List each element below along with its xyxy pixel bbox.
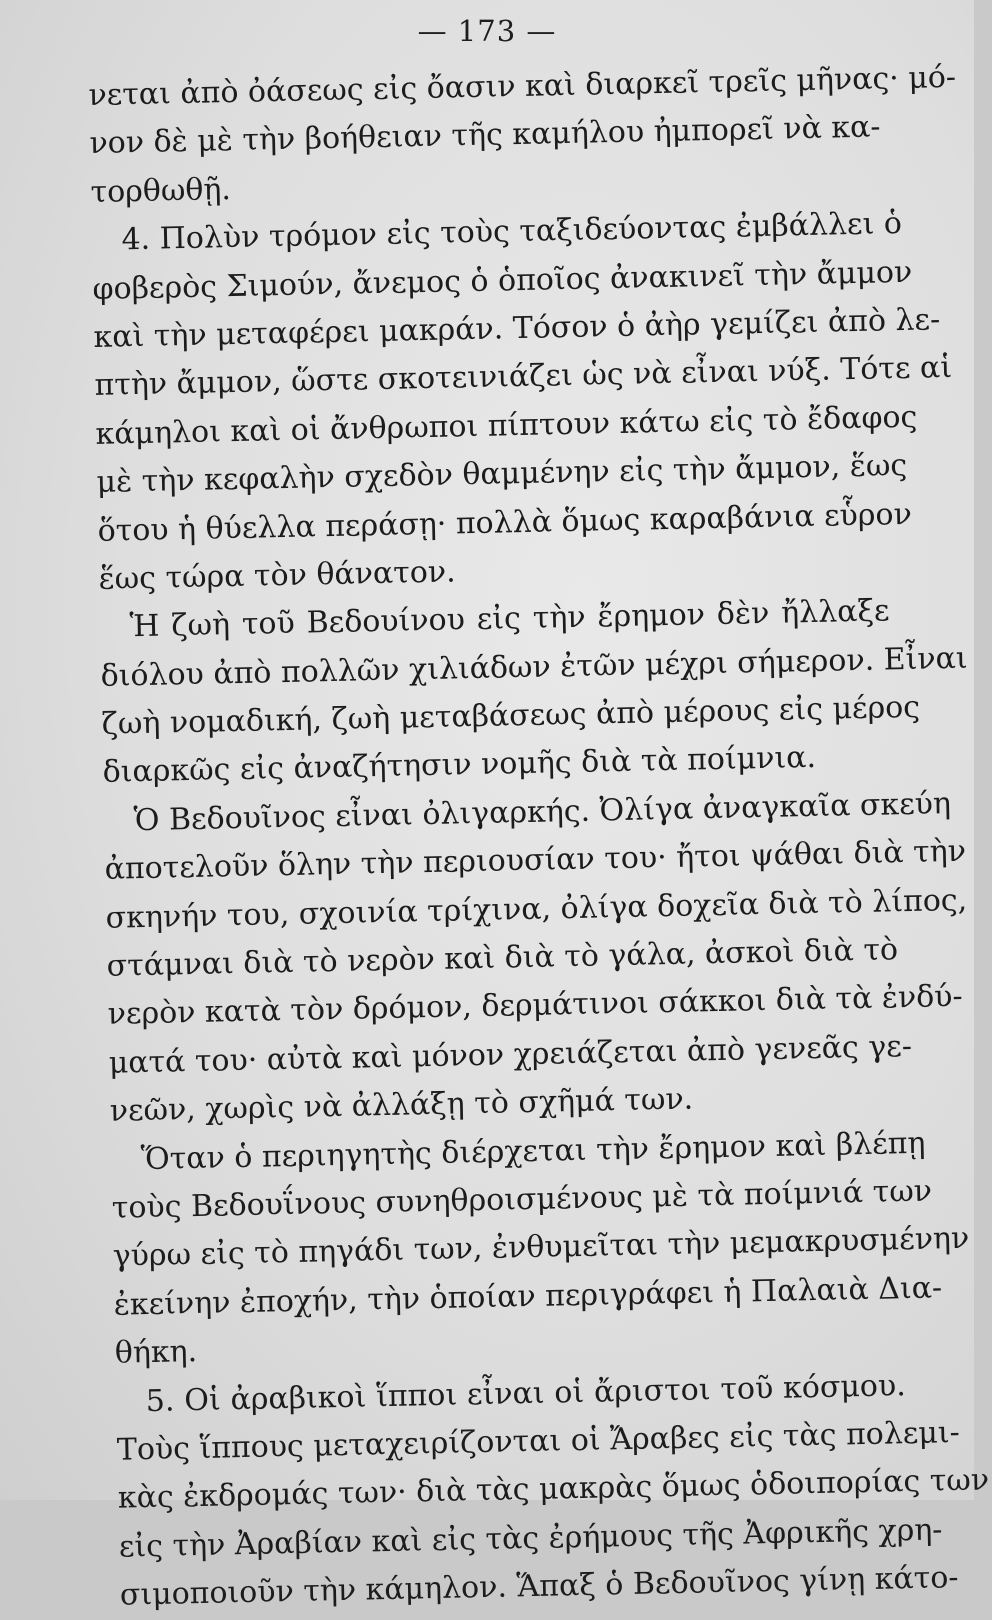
- text-line: νεται ἀπὸ ὀάσεως εἰς ὄασιν καὶ διαρκεῖ τρεῖς μῆνας· μό-: [88, 59, 957, 113]
- text-line: διαρκῶς εἰς ἀναζήτησιν νομῆς διὰ τὰ ποίμνια.: [102, 740, 817, 791]
- text-line: ἀποτελοῦν ὅλην τὴν περιουσίαν του· ἤτοι ψάθαι διὰ τὴν: [104, 834, 967, 888]
- text-line: σιμοποιοῦν τὴν κάμηλον. Ἅπαξ ὁ Βεδουῖνος γίνῃ κάτο-: [119, 1560, 959, 1613]
- text-line: Ὅταν ὁ περιηγητὴς διέρχεται τὴν ἔρημον καὶ βλέπῃ: [140, 1125, 926, 1177]
- text-line: μὲ τὴν κεφαλὴν σχεδὸν θαμμένην εἰς τὴν ἄμμον, ἕως: [96, 448, 908, 501]
- text-line: διόλου ἀπὸ πολλῶν χιλιάδων ἐτῶν μέχρι σήμερον. Εἶναι: [100, 640, 968, 694]
- text-line: τοὺς Βεδουΐνους συνηθροισμένους μὲ τὰ ποίμνιά των: [111, 1173, 933, 1226]
- text-line: στάμναι διὰ τὸ νερὸν καὶ διὰ τὸ γάλα, ἀσκοὶ διὰ τὸ: [106, 932, 899, 984]
- text-line: κὰς ἐκδρομάς των· διὰ τὰς μακρὰς ὅμως ὁδοιπορίας των: [117, 1462, 990, 1517]
- text-line: γύρω εἰς τὸ πηγάδι των, ἐνθυμεῖται τὴν μεμακρυσμένην: [112, 1221, 970, 1275]
- text-line: κάμηλοι καὶ οἱ ἄνθρωποι πίπτουν κάτω εἰς τὸ ἔδαφος: [95, 399, 918, 452]
- text-line: ἐκείνην ἐποχήν, τὴν ὁποίαν περιγράφει ἡ Παλαιὰ Δια-: [113, 1270, 943, 1323]
- text-line: ζωὴ νομαδική, ζωὴ μεταβάσεως ἀπὸ μέρους εἰς μέρος: [101, 689, 921, 742]
- text-line: Ὁ Βεδουῖνος εἶναι ὀλιγαρκής. Ὀλίγα ἀναγκαῖα σκεύη: [133, 785, 952, 839]
- text-line: καὶ τὴν μεταφέρει μακράν. Τόσον ὁ ἀὴρ γεμίζει ἀπὸ λε-: [93, 302, 941, 355]
- text-line: θήκη.: [114, 1334, 198, 1371]
- text-line: ὅτου ἡ θύελλα περάσῃ· πολλὰ ὅμως καραβάνια εὗρον: [97, 496, 913, 549]
- text-line: πτὴν ἄμμον, ὥστε σκοτεινιάζει ὡς νὰ εἶναι νύξ. Τότε αἱ: [94, 350, 953, 404]
- text-line: σκηνήν του, σχοινία τρίχινα, ὀλίγα δοχεῖα διὰ τὸ λίπος,: [105, 882, 968, 936]
- text-line: Τοὺς ἵππους μεταχειρίζονται οἱ Ἄραβες εἰς τὰς πολεμι-: [116, 1414, 961, 1468]
- text-line: τορθωθῇ.: [90, 171, 232, 210]
- text-line: ματά του· αὐτὰ καὶ μόνον χρειάζεται ἀπὸ γενεᾶς γε-: [108, 1028, 913, 1081]
- text-line: ἕως τώρα τὸν θάνατον.: [98, 554, 456, 597]
- text-line: εἰς τὴν Ἀραβίαν καὶ εἰς τὰς ἐρήμους τῆς Ἀφρικῆς χρη-: [118, 1512, 943, 1565]
- body-text: [88, 55, 990, 1620]
- text-line: Ἡ ζωὴ τοῦ Βεδουίνου εἰς τὴν ἔρημον δὲν ἤλλαξε: [129, 593, 890, 645]
- text-line: νον δὲ μὲ τὴν βοήθειαν τῆς καμήλου ἠμπορεῖ νὰ κα-: [89, 109, 881, 162]
- text-line: 5. Οἱ ἀραβικοὶ ἵπποι εἶναι οἱ ἄριστοι τοῦ κόσμου.: [145, 1367, 907, 1419]
- page-number: — 173 —: [417, 14, 557, 48]
- text-line: νεῶν, χωρὶς νὰ ἀλλάξῃ τὸ σχῆμά των.: [109, 1081, 694, 1129]
- text-line: νερὸν κατὰ τὸν δρόμον, δερμάτινοι σάκκοι διὰ τὰ ἐνδύ-: [107, 979, 963, 1033]
- text-line: φοβερὸς Σιμούν, ἄνεμος ὁ ὁποῖος ἀνακινεῖ τὴν ἄμμον: [92, 254, 913, 307]
- text-line: 4. Πολὺν τρόμον εἰς τοὺς ταξιδεύοντας ἐμβάλλει ὁ: [121, 206, 903, 258]
